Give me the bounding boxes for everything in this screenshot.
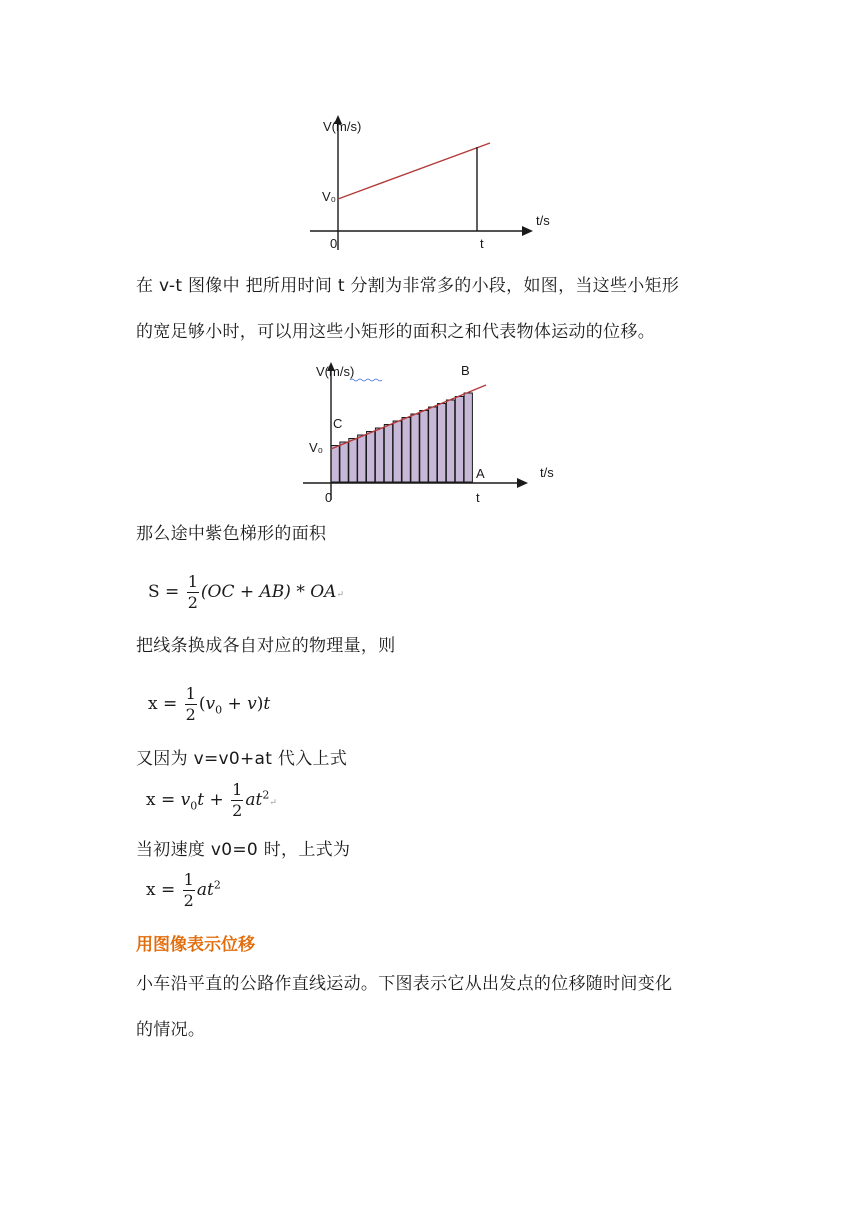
formula-lhs: S: [148, 582, 160, 602]
fraction: [231, 780, 243, 821]
fraction-denominator: 2: [187, 593, 198, 612]
area-rectangle: [411, 414, 419, 482]
x-axis-arrow: [522, 226, 533, 236]
paragraph-line: 小车沿平直的公路作直线运动。下图表示它从出发点的位移随时间变化: [136, 974, 673, 994]
paragraph-line: 又因为 v=v0+at 代入上式: [136, 749, 348, 769]
area-rectangle: [340, 442, 348, 482]
y-axis-label: V(m/s): [323, 119, 362, 134]
y-axis-label: V(m/s): [316, 364, 355, 379]
formula-rest: (OC + AB) * OA: [200, 582, 337, 602]
vt-graph-1: [300, 110, 570, 260]
paragraph-line: 把线条换成各自对应的物理量，则: [136, 636, 396, 656]
paragraph-line: 当初速度 v0=0 时，上式为: [136, 840, 351, 860]
area-rectangle: [464, 393, 472, 482]
paragraph-line: 在 v-t 图像中 把所用时间 t 分割为非常多的小段，如图，当这些小矩形: [136, 276, 680, 296]
area-rectangle: [446, 400, 454, 482]
fraction: [187, 572, 199, 613]
area-rectangle: [384, 425, 392, 483]
area-rectangle: [438, 404, 446, 483]
area-rectangle: [393, 421, 401, 482]
area-rectangle: [402, 418, 410, 483]
x-axis-label: t/s: [536, 213, 550, 228]
paragraph-line: 的宽足够小时，可以用这些小矩形的面积之和代表物体运动的位移。: [136, 322, 655, 342]
point-b-label: B: [461, 363, 470, 378]
fraction-numerator: 1: [185, 684, 196, 703]
area-rectangle: [358, 435, 366, 482]
fraction-denominator: 2: [183, 891, 194, 910]
formula-lhs: x: [148, 694, 158, 714]
area-rectangle: [375, 428, 383, 482]
vt-graph-2: [298, 355, 568, 510]
rectangle-bars: [331, 393, 472, 482]
formula-displacement: x = $\frac{1}{2}$ $(v_0 + v)t$: [148, 684, 271, 724]
formula-zero-v0: x = $\frac{1}{2}$ $at^2$: [146, 870, 221, 910]
fraction: [185, 684, 197, 725]
fraction-numerator: 1: [232, 780, 243, 799]
area-rectangle: [429, 407, 437, 482]
formula-lhs: x: [146, 790, 156, 810]
formula-displacement-accel: $x = v_0t$ + $\frac{1}{2}$ $at^2↵$: [146, 780, 277, 820]
point-c-label: C: [333, 416, 343, 431]
x-axis-label: t/s: [540, 465, 554, 480]
fraction-denominator: 2: [232, 801, 243, 820]
section-heading: 用图像表示位移: [136, 935, 255, 955]
paragraph-line: 的情况。: [136, 1020, 206, 1040]
x-axis-arrow: [517, 478, 528, 488]
fraction-numerator: 1: [187, 572, 198, 591]
formula-lhs: x: [146, 880, 156, 900]
t-label: t: [480, 236, 484, 251]
v0-label: V₀: [322, 189, 337, 204]
paragraph-line: 那么途中紫色梯形的面积: [136, 524, 327, 544]
area-rectangle: [349, 439, 357, 483]
velocity-line: [338, 143, 490, 199]
t-label: t: [476, 490, 480, 505]
area-rectangle: [367, 432, 375, 483]
origin-label: 0: [330, 236, 338, 251]
fraction-denominator: 2: [185, 705, 196, 724]
formula-area: S = $\frac{1}{2}$ (OC + AB) * OA↵: [148, 572, 345, 612]
area-rectangle: [420, 411, 428, 483]
v0-label: V₀: [309, 440, 324, 455]
spell-check-squiggle: [350, 379, 382, 381]
fraction: [183, 870, 195, 911]
origin-label: 0: [325, 490, 333, 505]
fraction-numerator: 1: [183, 870, 194, 889]
point-a-label: A: [476, 466, 485, 481]
area-rectangle: [455, 397, 463, 483]
area-rectangle: [331, 446, 339, 483]
